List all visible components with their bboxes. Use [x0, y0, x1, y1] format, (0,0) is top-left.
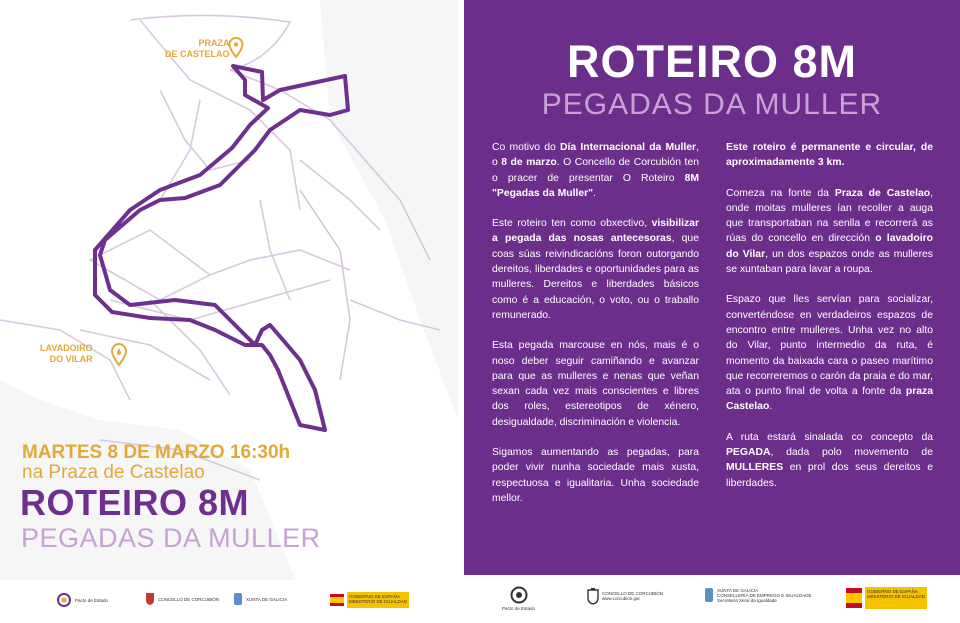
bold-text: Día Internacional da Muller	[560, 142, 697, 153]
poster-subtitle: PEGADAS DA MULLER	[21, 523, 321, 553]
pacto-circle-icon	[56, 592, 72, 608]
bold-text: o lavadoiro do Vilar	[726, 233, 933, 260]
panel-subtitle: PEGADAS DA MULLER	[541, 88, 883, 121]
bold-text: 8 de marzo	[501, 157, 557, 169]
text-column-left	[492, 140, 699, 521]
xunta-emblem-icon	[233, 592, 243, 606]
gobierno-logo	[846, 587, 927, 609]
right-footer-logos	[464, 575, 960, 623]
text-column-right	[726, 140, 933, 506]
map-label-castelao: PRAZA DE CASTELAO	[165, 38, 230, 59]
poster-title: ROTEIRO 8M	[20, 482, 250, 523]
poster-left-panel	[0, 0, 458, 623]
paragraph-4: Sigamos aumentando as pegadas, para poder vivir nunha sociedade mais xusta, respectuosa e igualitaria. Unha sociedade mellor.	[492, 447, 699, 504]
bold-text: Praza de Castelao	[834, 187, 931, 199]
left-footer-logos	[0, 580, 458, 623]
paragraph-2: Este roteiro ten como obxectivo, visibilizar a pegada das nosas antecesoras, que coas súas reivindicacións foron outorgando dereitos, liberdades e oportunidades para as mulleres. Dereitos e liberdades básicos como é a educación, o voto, ou o traballo remunerado.	[492, 218, 699, 321]
gobierno-box: GOBIERNO DE ESPAÑA MINISTERIO DE IGUALDAD	[865, 587, 927, 609]
paragraph-3: Espazo que lles servían para socializar, converténdose en verdadeiros espazos de encontro entre mulleres. Unha vez no alto do Vilar, punto intermedio da ruta, é momento da baixada cara o paseo marítimo que recorreremos o carón da praia e do mar, ata o punto final de volta a fonte da praza Castelao.	[726, 294, 933, 413]
pacto-circle-icon	[509, 585, 529, 605]
paragraph-1	[726, 140, 933, 171]
gobierno-logo	[330, 592, 409, 608]
paragraph-3: Esta pegada marcouse en nós, mais é o noso deber seguir camiñando e avanzar para que as mulleres e nenas que veñan sexan cada vez mais conscientes e libres dos roles, estereotipos de xénero, desigualdade, discriminación e violencia.	[492, 340, 699, 428]
xunta-logo: XUNTA DE GALICIA CONSELLERÍA DE EMPREGO E IGUALDADE Secretaría Xeral da Igualdade	[704, 587, 812, 603]
paragraph-4: A ruta estará sinalada co concepto da PEGADA, dada polo movemento de MULLERES en prol dos seus dereitos e liberdades.	[726, 431, 933, 489]
gobierno-box: GOBIERNO DE ESPAÑA MINISTERIO DE IGUALDAD	[347, 592, 409, 608]
map-label-vilar: LAVADOIRO DO VILAR	[40, 343, 93, 364]
pacto-estado-logo: Pacto de Estado	[502, 585, 535, 611]
paragraph-1: Co motivo do Día Internacional da Muller, o 8 de marzo. O Concello de Corcubión ten o pracer de presentar O Roteiro 8M "Pegadas da Muller".	[492, 142, 699, 199]
spain-flag-icon	[330, 594, 344, 606]
spain-flag-icon	[846, 588, 862, 608]
poster-right-panel	[464, 0, 960, 623]
concello-logo: CONCELLO DE CORCUBIÓN	[145, 592, 219, 606]
location-pin-icon	[228, 37, 244, 59]
bold-text: Este roteiro é permanente e circular, de aproximadamente 3 km.	[726, 142, 933, 169]
xunta-logo: XUNTA DE GALICIA	[233, 592, 287, 606]
bold-text: praza Castelao	[726, 386, 933, 413]
paragraph-2: Comeza na fonte da Praza de Castelao, onde moitas mulleres ían recoller a auga que transportaban na senlla e recorrerá as rúas do concello en dirección o lavadoiro do Vilar, un dos espazos onde as mulleres se xuntaban para lavar a roupa.	[726, 187, 933, 276]
event-place: na Praza de Castelao	[22, 462, 205, 483]
event-date-time: MARTES 8 DE MARZO 16:30h	[22, 442, 291, 463]
bold-text: 8M "Pegadas da Muller"	[492, 172, 699, 199]
shield-icon	[145, 592, 155, 606]
pacto-estado-logo: Pacto de Estado	[56, 592, 108, 608]
bold-text: MULLERES	[726, 462, 784, 474]
shield-icon	[587, 587, 599, 605]
water-drop-pin-icon	[110, 343, 128, 367]
concello-logo: CONCELLO DE CORCUBIÓN www.corcubion.gal	[587, 587, 663, 605]
bold-text: PEGADA	[726, 447, 771, 459]
bold-text: visibilizar a pegada das nosas antecesoras	[492, 218, 699, 245]
panel-title: ROTEIRO 8M	[566, 36, 858, 87]
xunta-emblem-icon	[704, 587, 714, 603]
